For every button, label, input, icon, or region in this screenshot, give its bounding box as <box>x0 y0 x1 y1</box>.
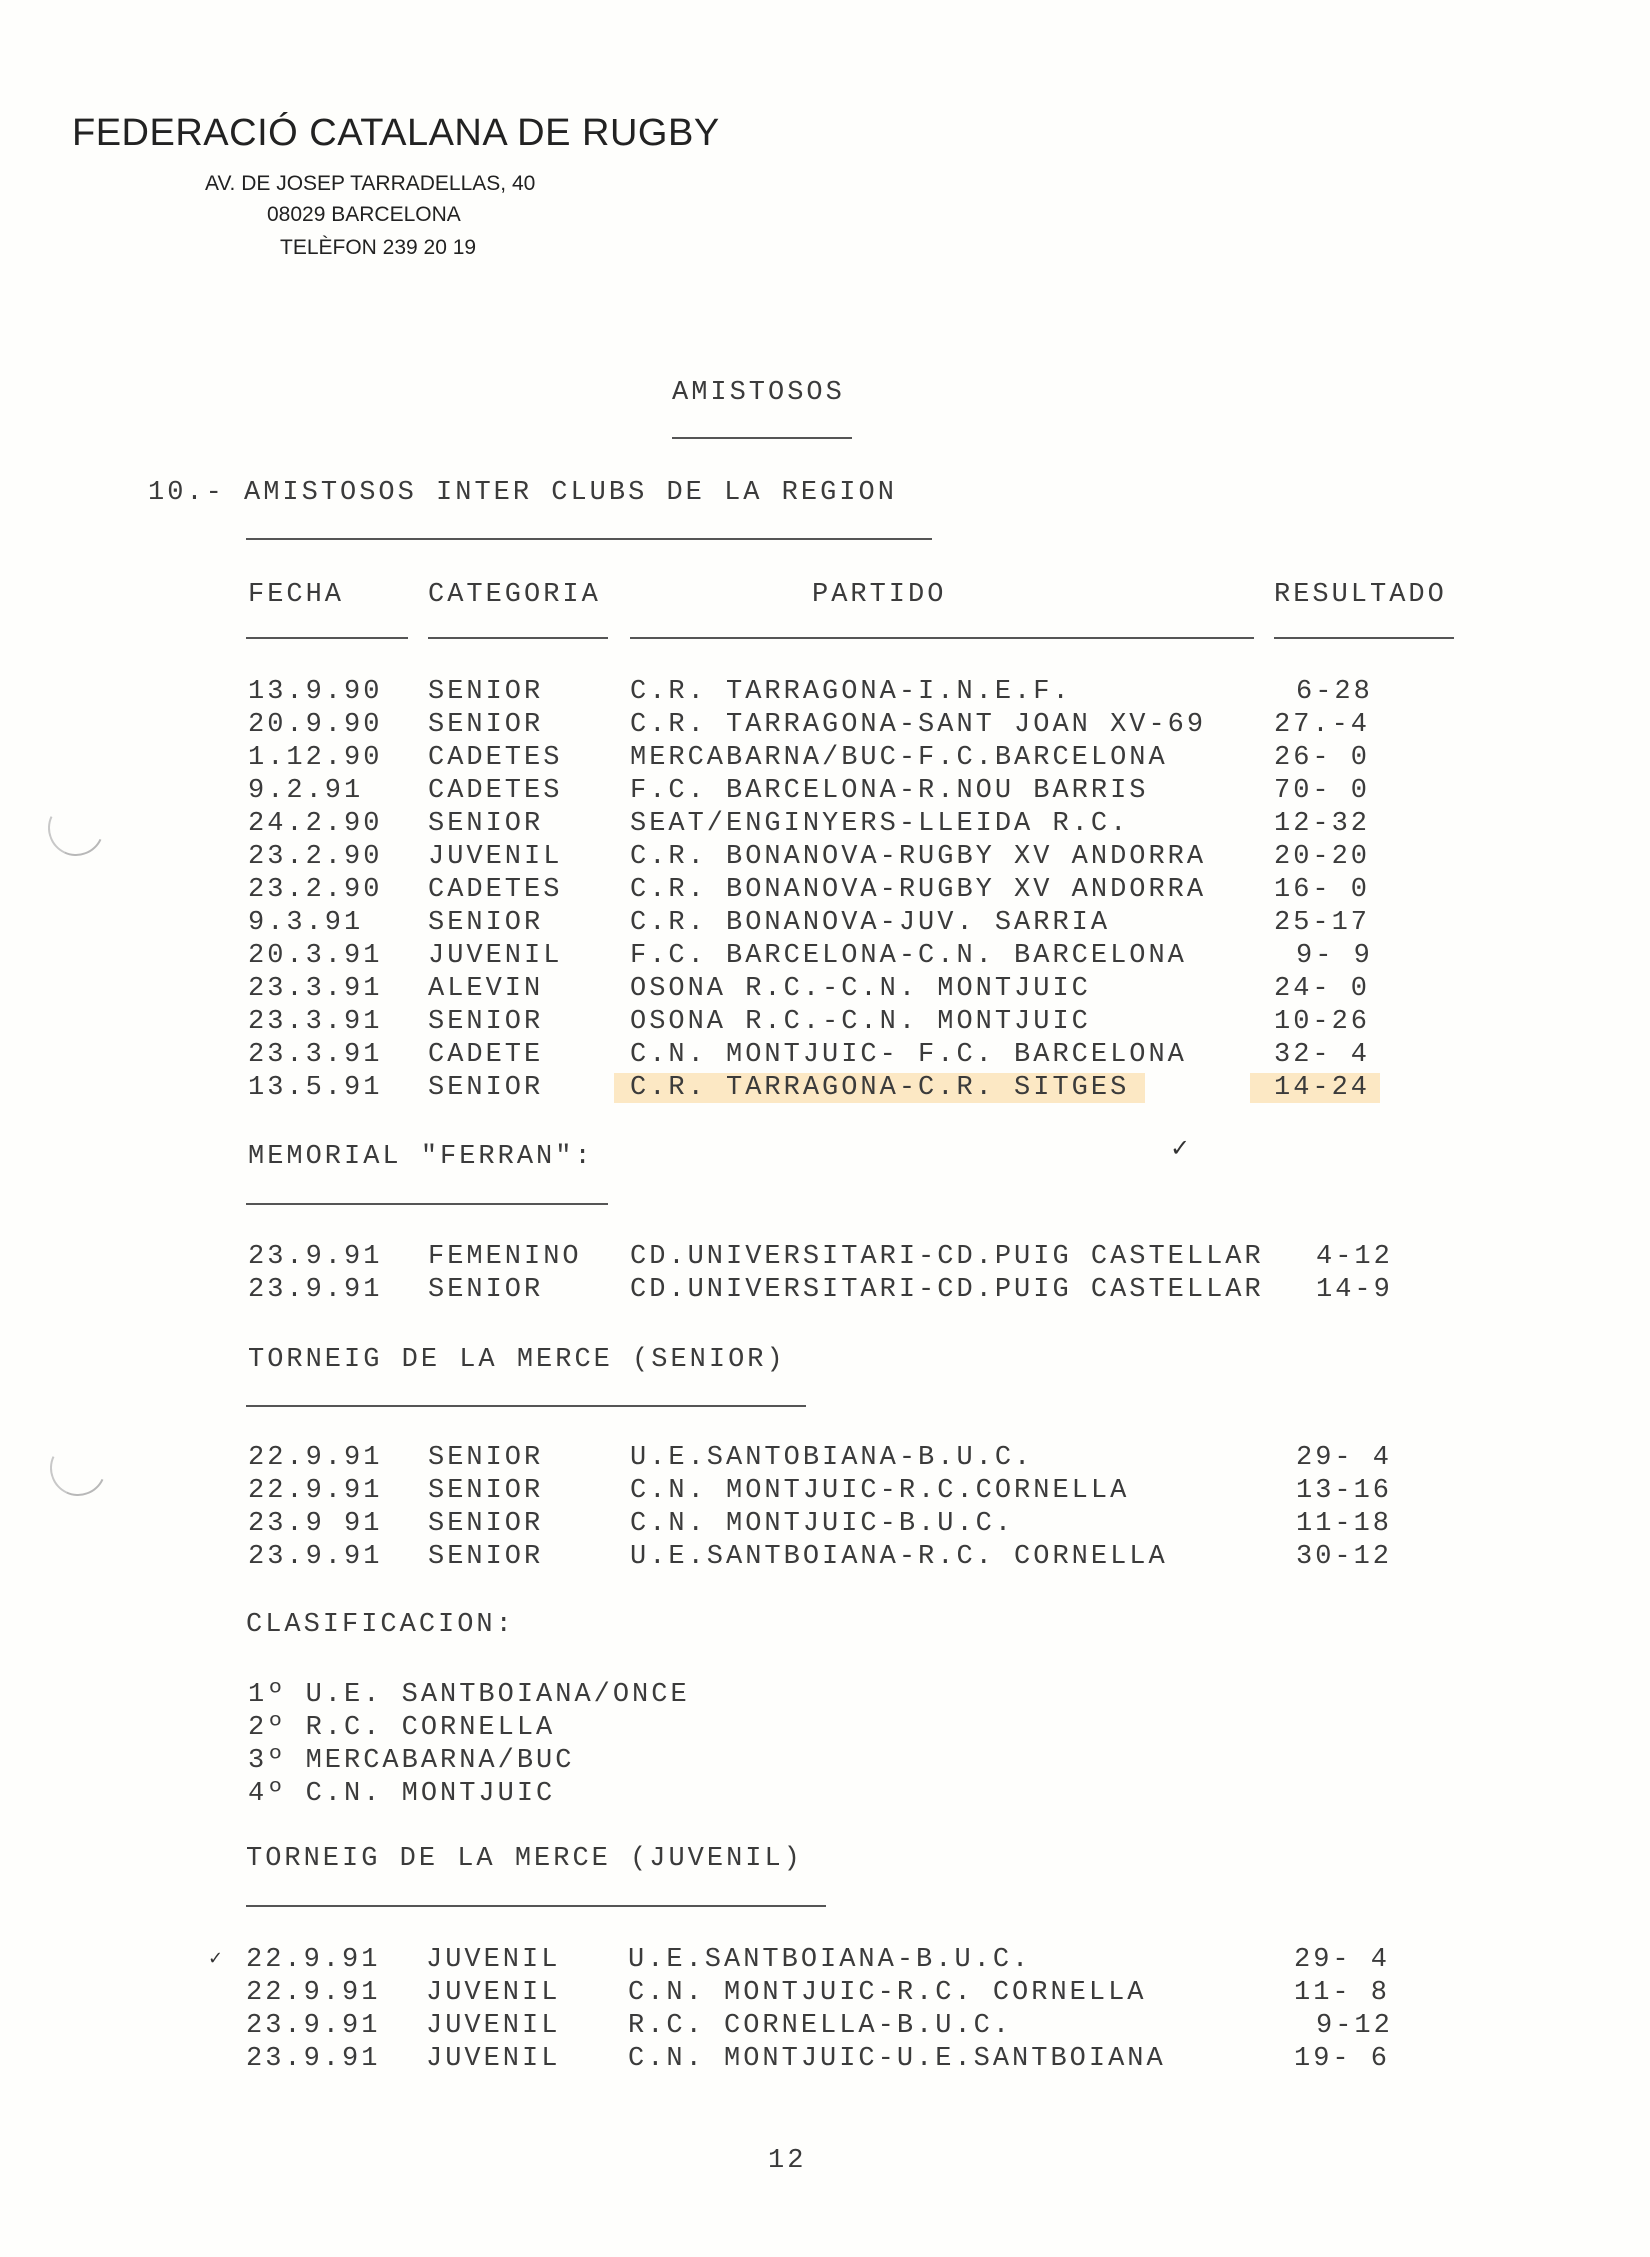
resultado-cell: 12-32 <box>1274 809 1371 839</box>
resultado-cell: 20-20 <box>1274 842 1371 872</box>
fecha-cell: 23.9.91 <box>246 2011 381 2041</box>
categoria-cell: FEMENINO <box>428 1242 582 1272</box>
fecha-cell: 23.9.91 <box>248 1242 383 1272</box>
partido-cell: C.R. BONANOVA-RUGBY XV ANDORRA <box>630 875 1207 905</box>
partido-cell: C.N. MONTJUIC-B.U.C. <box>630 1509 1015 1539</box>
resultado-cell: 13-16 <box>1296 1476 1393 1506</box>
resultado-cell: 11- 8 <box>1294 1978 1391 2008</box>
partido-cell: SEAT/ENGINYERS-LLEIDA R.C. <box>630 809 1130 839</box>
fecha-cell: 23.2.90 <box>248 842 383 872</box>
resultado-cell-highlighted: 14-24 <box>1250 1073 1380 1103</box>
partido-cell-highlighted: C.R. TARRAGONA-C.R. SITGES <box>614 1073 1145 1103</box>
categoria-cell: SENIOR <box>428 1542 544 1572</box>
list-item: 1º U.E. SANTBOIANA/ONCE <box>248 1680 690 1710</box>
fecha-cell: 23.3.91 <box>248 974 383 1004</box>
partido-cell: C.N. MONTJUIC-U.E.SANTBOIANA <box>628 2044 1166 2074</box>
resultado-cell: 9-12 <box>1316 2011 1393 2041</box>
fecha-cell: 24.2.90 <box>248 809 383 839</box>
page-number: 12 <box>768 2146 807 2176</box>
partido-cell: CD.UNIVERSITARI-CD.PUIG CASTELLAR <box>630 1242 1264 1272</box>
categoria-cell: SENIOR <box>428 809 544 839</box>
resultado-cell: 26- 0 <box>1274 743 1371 773</box>
resultado-cell: 24- 0 <box>1274 974 1371 1004</box>
partido-cell: CD.UNIVERSITARI-CD.PUIG CASTELLAR <box>630 1275 1264 1305</box>
resultado-cell: 30-12 <box>1296 1542 1393 1572</box>
tick-mark-icon: ✓ <box>1170 1134 1191 1162</box>
categoria-cell: SENIOR <box>428 908 544 938</box>
fecha-cell: 13.9.90 <box>248 677 383 707</box>
fecha-cell: 23.2.90 <box>248 875 383 905</box>
fecha-cell: 22.9.91 <box>246 1978 381 2008</box>
list-item: 2º R.C. CORNELLA <box>248 1713 556 1743</box>
categoria-cell: JUVENIL <box>428 941 563 971</box>
list-item: 3º MERCABARNA/BUC <box>248 1746 575 1776</box>
fecha-cell: 23.9.91 <box>248 1542 383 1572</box>
resultado-cell: 10-26 <box>1274 1007 1371 1037</box>
resultado-cell: 9- 9 <box>1296 941 1373 971</box>
header-underline-resultado <box>1274 637 1454 639</box>
partido-cell: F.C. BARCELONA-C.N. BARCELONA <box>630 941 1187 971</box>
categoria-cell: CADETE <box>428 1040 544 1070</box>
categoria-cell: SENIOR <box>428 1073 544 1103</box>
column-header-resultado: RESULTADO <box>1274 580 1447 610</box>
punch-hole <box>42 1432 114 1504</box>
resultado-cell: 27.-4 <box>1274 710 1371 740</box>
fecha-cell: 20.9.90 <box>248 710 383 740</box>
letterhead-phone: TELÈFON 239 20 19 <box>280 236 477 259</box>
resultado-cell: 4-12 <box>1316 1242 1393 1272</box>
section-underline <box>246 538 932 540</box>
fecha-cell: 9.2.91 <box>248 776 364 806</box>
partido-cell: C.R. TARRAGONA-SANT JOAN XV-69 <box>630 710 1207 740</box>
column-header-fecha: FECHA <box>248 580 345 610</box>
memorial-title: MEMORIAL "FERRAN": <box>248 1142 594 1172</box>
fecha-cell: 22.9.91 <box>248 1476 383 1506</box>
fecha-cell: 23.3.91 <box>248 1007 383 1037</box>
list-item: 4º C.N. MONTJUIC <box>248 1779 556 1809</box>
partido-cell: C.R. BONANOVA-JUV. SARRIA <box>630 908 1111 938</box>
categoria-cell: SENIOR <box>428 1275 544 1305</box>
fecha-cell: 22.9.91 <box>248 1443 383 1473</box>
merce-juvenil-underline <box>246 1905 826 1907</box>
header-underline-fecha <box>246 637 408 639</box>
partido-cell: C.N. MONTJUIC- F.C. BARCELONA <box>630 1040 1187 1070</box>
letterhead-address: AV. DE JOSEP TARRADELLAS, 40 <box>205 172 536 195</box>
fecha-cell: 23.9 91 <box>248 1509 383 1539</box>
categoria-cell: SENIOR <box>428 1007 544 1037</box>
tick-mark-icon: ✓ <box>208 1948 224 1969</box>
resultado-cell: 70- 0 <box>1274 776 1371 806</box>
header-underline-categoria <box>428 637 608 639</box>
clasificacion-title: CLASIFICACION: <box>246 1610 515 1640</box>
fecha-cell: 1.12.90 <box>248 743 383 773</box>
punch-hole <box>40 792 112 864</box>
resultado-cell: 16- 0 <box>1274 875 1371 905</box>
categoria-cell: CADETES <box>428 875 563 905</box>
resultado-cell: 6-28 <box>1296 677 1373 707</box>
letterhead-org: FEDERACIÓ CATALANA DE RUGBY <box>72 112 720 154</box>
partido-cell: C.N. MONTJUIC-R.C. CORNELLA <box>628 1978 1147 2008</box>
categoria-cell: JUVENIL <box>426 1978 561 2008</box>
categoria-cell: JUVENIL <box>426 2011 561 2041</box>
partido-cell: C.N. MONTJUIC-R.C.CORNELLA <box>630 1476 1130 1506</box>
resultado-cell: 25-17 <box>1274 908 1371 938</box>
fecha-cell: 22.9.91 <box>246 1945 381 1975</box>
column-header-categoria: CATEGORIA <box>428 580 601 610</box>
header-underline-partido <box>630 637 1254 639</box>
categoria-cell: ALEVIN <box>428 974 544 1004</box>
categoria-cell: SENIOR <box>428 677 544 707</box>
categoria-cell: JUVENIL <box>428 842 563 872</box>
partido-cell: OSONA R.C.-C.N. MONTJUIC <box>630 974 1091 1004</box>
page-title: AMISTOSOS <box>672 378 845 408</box>
resultado-cell: 32- 4 <box>1274 1040 1371 1070</box>
fecha-cell: 20.3.91 <box>248 941 383 971</box>
fecha-cell: 23.3.91 <box>248 1040 383 1070</box>
fecha-cell: 9.3.91 <box>248 908 364 938</box>
categoria-cell: SENIOR <box>428 710 544 740</box>
title-underline <box>672 437 852 439</box>
partido-cell: OSONA R.C.-C.N. MONTJUIC <box>630 1007 1091 1037</box>
categoria-cell: SENIOR <box>428 1476 544 1506</box>
section-heading: 10.- AMISTOSOS INTER CLUBS DE LA REGION <box>148 478 897 508</box>
resultado-cell: 29- 4 <box>1296 1443 1393 1473</box>
partido-cell: F.C. BARCELONA-R.NOU BARRIS <box>630 776 1149 806</box>
fecha-cell: 13.5.91 <box>248 1073 383 1103</box>
resultado-cell: 11-18 <box>1296 1509 1393 1539</box>
partido-cell: C.R. TARRAGONA-I.N.E.F. <box>630 677 1072 707</box>
partido-cell: C.R. BONANOVA-RUGBY XV ANDORRA <box>630 842 1207 872</box>
partido-cell: MERCABARNA/BUC-F.C.BARCELONA <box>630 743 1168 773</box>
memorial-underline <box>246 1203 608 1205</box>
categoria-cell: CADETES <box>428 743 563 773</box>
resultado-cell: 19- 6 <box>1294 2044 1391 2074</box>
merce-senior-title: TORNEIG DE LA MERCE (SENIOR) <box>248 1345 786 1375</box>
partido-cell: U.E.SANTBOIANA-B.U.C. <box>628 1945 1032 1975</box>
partido-cell: R.C. CORNELLA-B.U.C. <box>628 2011 1013 2041</box>
partido-cell: U.E.SANTOBIANA-B.U.C. <box>630 1443 1034 1473</box>
letterhead-city: 08029 BARCELONA <box>267 203 461 226</box>
fecha-cell: 23.9.91 <box>248 1275 383 1305</box>
categoria-cell: JUVENIL <box>426 1945 561 1975</box>
merce-juvenil-title: TORNEIG DE LA MERCE (JUVENIL) <box>246 1844 803 1874</box>
categoria-cell: JUVENIL <box>426 2044 561 2074</box>
resultado-cell: 14-9 <box>1316 1275 1393 1305</box>
categoria-cell: SENIOR <box>428 1443 544 1473</box>
merce-senior-underline <box>246 1405 806 1407</box>
fecha-cell: 23.9.91 <box>246 2044 381 2074</box>
categoria-cell: CADETES <box>428 776 563 806</box>
column-header-partido: PARTIDO <box>812 580 947 610</box>
resultado-cell: 29- 4 <box>1294 1945 1391 1975</box>
categoria-cell: SENIOR <box>428 1509 544 1539</box>
partido-cell: U.E.SANTBOIANA-R.C. CORNELLA <box>630 1542 1168 1572</box>
